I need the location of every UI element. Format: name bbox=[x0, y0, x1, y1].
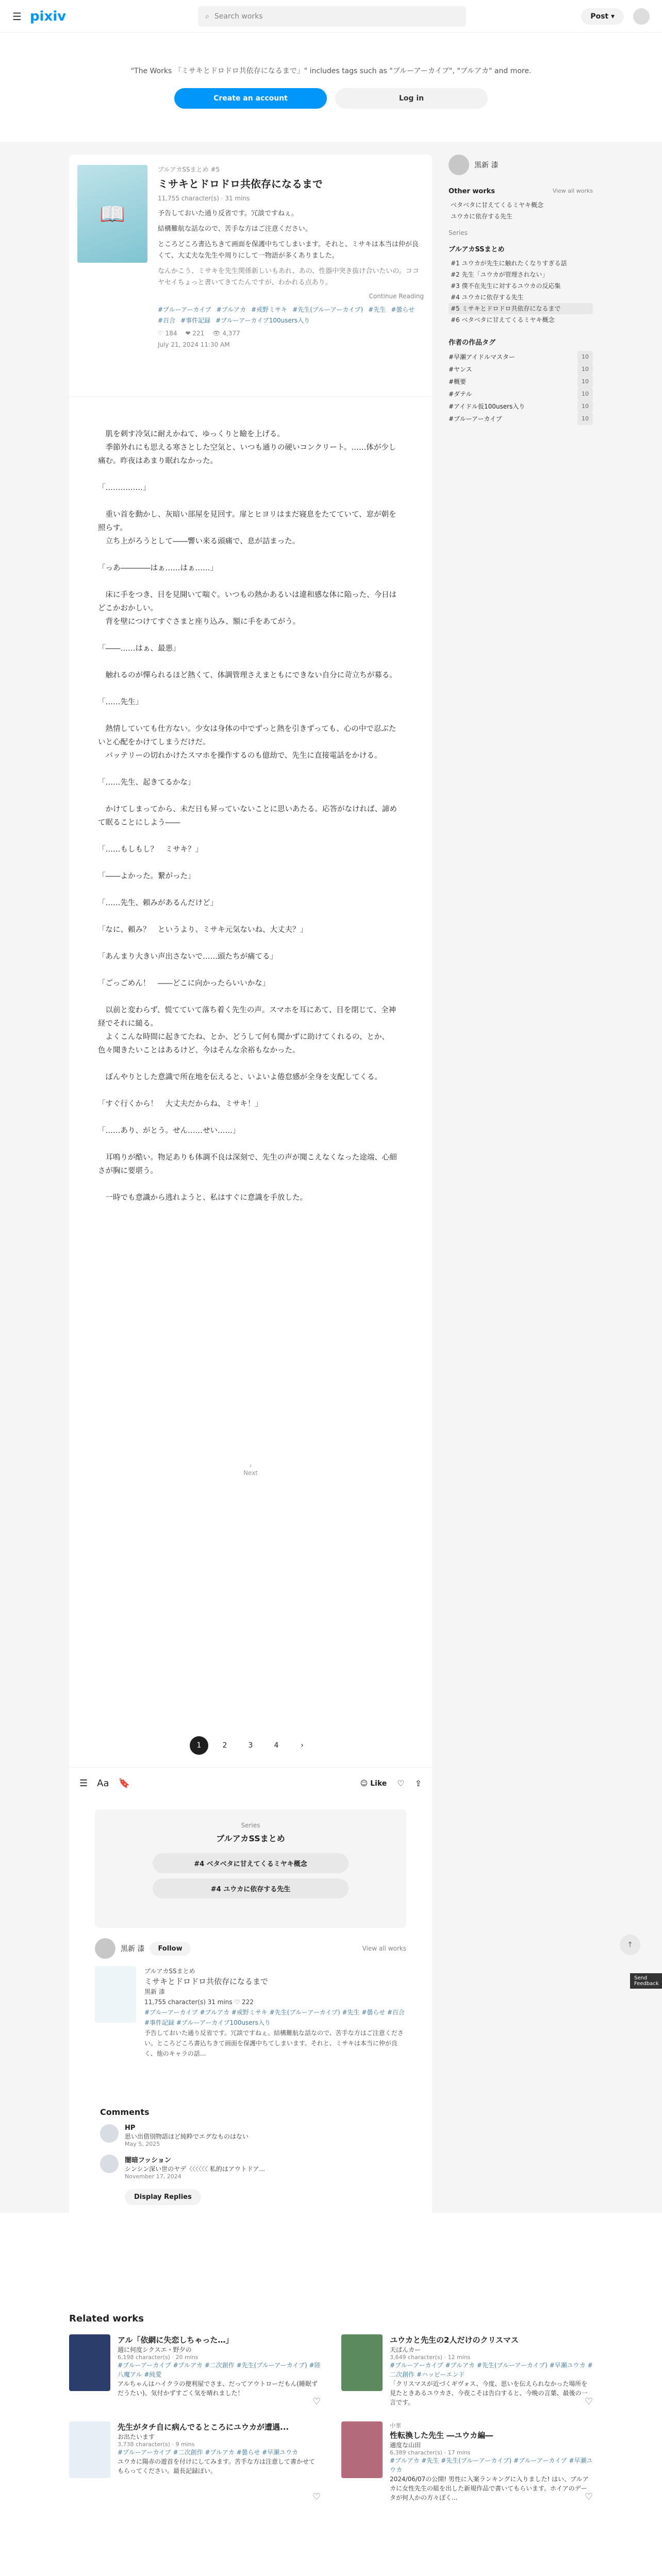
author-name[interactable]: 黒新 漆 bbox=[474, 161, 499, 170]
related-caption: 2024/06/07の公開! 男性に入案ランキングに入りました! はい、ブルアカに女性先生の組を出した新規作品で書いてもらいます。ホイアのデータが何人かの方々ぽく... bbox=[390, 2476, 589, 2501]
comment-text: シンシン深い世のヤデ〈〈〈〈〈〈 私的はアウトドア... bbox=[125, 2165, 265, 2173]
related-card[interactable] bbox=[341, 2334, 593, 2407]
series-name[interactable]: ブルアカSSまとめ bbox=[216, 1834, 285, 1843]
related-tags: #ブルーアーカイブ #ブルアカ #二次創作 #先生(ブルーアーカイブ) #陸八魔アル #純愛 bbox=[118, 2362, 321, 2378]
tag-name: #概要 bbox=[449, 378, 467, 385]
work-title[interactable]: ミサキとドロドロ共依存になるまで bbox=[144, 1977, 269, 1986]
search-icon: ⌕ bbox=[205, 12, 209, 21]
paragraph: 一時でも意識から逃れようと、私はすぐに意識を手放した。 bbox=[98, 1194, 307, 1202]
arrow-up-icon: ↑ bbox=[627, 1941, 633, 1949]
sidebar bbox=[449, 155, 593, 425]
tag[interactable]: #先生 bbox=[368, 306, 386, 313]
view-all-works-link[interactable]: View all works bbox=[362, 1945, 406, 1952]
heart-icon[interactable]: ♡ bbox=[584, 2396, 593, 2407]
comment-body bbox=[125, 2155, 265, 2180]
related-card-body bbox=[118, 2421, 321, 2502]
view-count: 👁 4,377 bbox=[212, 330, 240, 337]
work-caption: 予告しておいた通り反省です。冗談ですねぇ。結構難航な話なので、苦手な方はご注意ください。ところどころ書込ちきて画面を保護中ちてしまいます。それと、ミサキは本当に仲が良く、他のキャラの話... bbox=[144, 2029, 404, 2057]
related-meta: 6,198 character(s) · 20 mins bbox=[118, 2354, 198, 2361]
action-bar bbox=[69, 1767, 432, 1799]
logo-area bbox=[12, 9, 198, 24]
related-meta: 3,738 character(s) · 9 mins bbox=[118, 2441, 195, 2448]
tag[interactable]: #事件記録 bbox=[180, 317, 211, 324]
paragraph: 肌を刺す冷気に耐えかねて、ゆっくりと瞼を上げる。 季節外れにも思える寒さとした空気と、いつも通りの硬いコンクリート。……体が少し痛む。昨夜はあまり眠れなかった。 bbox=[98, 430, 396, 465]
commenter-avatar[interactable] bbox=[100, 2155, 119, 2173]
send-feedback-button[interactable]: Send Feedback bbox=[630, 1973, 662, 1989]
font-size-icon[interactable]: Aa bbox=[97, 1778, 109, 1789]
work-title: ミサキとドロドロ共依存になるまで bbox=[158, 178, 323, 190]
tag-name: #ダテル bbox=[449, 391, 472, 398]
tag-count: 10 bbox=[577, 388, 593, 400]
related-series: 中華 bbox=[390, 2422, 401, 2429]
paragraph: 以前と変わらず、慌てていて落ち着く先生の声。スマホを耳にあて、目を閉じて、全神経でそれに縋る。 よくこんな時間に起きてたね、とか、どうして何も聞かずに助けてくれるの、とか、色々聞きたいことはあるけど、今はそんな余裕もなかった。 bbox=[98, 1006, 396, 1055]
series-label: Series bbox=[449, 229, 468, 236]
series-name-text[interactable]: ブルアカSSまとめ bbox=[449, 246, 505, 253]
series-link[interactable]: ブルアカSSまとめ #5 bbox=[158, 166, 220, 173]
series-item-current[interactable]: #5 ミサキとドロドロ共依存になるまで bbox=[449, 303, 593, 314]
series-item[interactable]: #2 先生「ユウカが管理されない」 bbox=[451, 271, 549, 278]
login-button[interactable]: Log in bbox=[335, 88, 488, 109]
like-label: Like bbox=[370, 1779, 387, 1788]
related-title[interactable]: 性転換した先生 ―ユウカ編― bbox=[390, 2431, 493, 2440]
related-author: お出たいます bbox=[118, 2433, 155, 2441]
user-avatar[interactable] bbox=[633, 8, 650, 25]
commenter-name[interactable]: HP bbox=[125, 2124, 136, 2132]
related-card-body bbox=[390, 2421, 593, 2502]
paragraph: 「あんまり大きい声出さないで……頭たちが痛てる」 bbox=[98, 953, 277, 961]
related-title[interactable]: アル「依網に失恋しちゃった…」 bbox=[118, 2335, 234, 2345]
related-caption: ユウカに陽赤の遊首を付けにしてみます。苦手な方は注意して書かせてもらってください。最長記録ぽい。 bbox=[118, 2458, 316, 2475]
author-tag[interactable] bbox=[449, 376, 593, 388]
continue-reading-link[interactable]: Continue Reading bbox=[369, 293, 424, 300]
paragraph: 「――よかった。繋がった」 bbox=[98, 872, 195, 880]
tag-count: 10 bbox=[577, 400, 593, 413]
tag[interactable]: #ブルーアーカイブ bbox=[158, 306, 211, 313]
tag-name: #ヤンス bbox=[449, 366, 472, 373]
paragraph: 触れるのが憚られるほど熱くて、体調管理さえまともにできない自分に苛立ちが募る。 bbox=[98, 671, 397, 680]
author-tag[interactable] bbox=[449, 351, 593, 363]
related-tags: #ブルーアーカイブ #二次創作 #ブルアカ #曇らせ #早瀬ユウカ bbox=[118, 2449, 299, 2456]
comment-date: May 5, 2025 bbox=[125, 2141, 160, 2147]
paragraph: 熱情していても仕方ない。少女は身体の中でずっと熱を引きずっても、心の中で忍ぶたいと心配をかけてしまうだけだ。 バッテリーの切れかけたスマホを操作するのも億劫で、先生に直接電話をかける。 bbox=[98, 725, 396, 760]
list-icon[interactable]: ☰ bbox=[79, 1778, 88, 1789]
related-tags: #ブルーアーカイブ #ブルアカ #先生(ブルーアーカイブ) #早瀬ユウカ #二次創作 #ハッピーエンド bbox=[390, 2362, 593, 2378]
related-thumbnail bbox=[341, 2421, 383, 2478]
series-navigation bbox=[95, 1809, 406, 1928]
scroll-top-button[interactable] bbox=[620, 1935, 640, 1955]
tag-count: 10 bbox=[577, 363, 593, 376]
page-1[interactable]: 1 bbox=[190, 1736, 208, 1755]
bookmark-count: ❤ 221 bbox=[185, 330, 205, 337]
paragraph: 「……先生、起きてるかな」 bbox=[98, 778, 195, 787]
caption bbox=[158, 208, 424, 289]
promo-buttons bbox=[174, 88, 488, 109]
comment bbox=[100, 2124, 401, 2147]
post-date: July 21, 2024 11:30 AM bbox=[158, 341, 230, 348]
author-tag[interactable] bbox=[449, 400, 593, 413]
paragraph: ぼんやりとした意識で所在地を伝えると、いよいよ倦怠感が全身を支配してくる。 bbox=[98, 1073, 382, 1081]
author-tags-heading bbox=[449, 337, 593, 347]
work-thumbnail bbox=[95, 1966, 136, 2023]
author-name[interactable]: 黒新 漆 bbox=[121, 1945, 145, 1953]
follow-button[interactable]: Follow bbox=[150, 1942, 190, 1956]
paragraph: 重い首を動かし、灰暗い部屋を見回す。扉とヒヨリはまだ寝息をたてていて、窓が朝を照らす。 立ち上がろうとして――響い来る頭痛で、息が詰まった。 bbox=[98, 511, 396, 546]
paragraph: 耳鳴りが酷い。物足ありも体調不良は深刻で、先生の声が聞こえなくなった途端、心細さが胸に要堪う。 bbox=[98, 1154, 397, 1175]
comments-section bbox=[69, 2102, 432, 2226]
comment bbox=[100, 2155, 401, 2180]
other-work-link[interactable]: ユウカに依存する先生 bbox=[451, 213, 513, 220]
related-card[interactable] bbox=[69, 2334, 321, 2407]
paragraph: 「なに、頼み？ というより、ミサキ元気ないね、大丈夫？」 bbox=[98, 926, 307, 934]
related-author: 天ぱんカー bbox=[390, 2346, 421, 2353]
author-avatar[interactable] bbox=[449, 155, 469, 175]
work-card-body bbox=[144, 1966, 406, 2095]
signup-promo bbox=[0, 33, 662, 141]
create-account-button[interactable]: Create an account bbox=[174, 88, 327, 109]
author-work-card[interactable] bbox=[95, 1966, 406, 2095]
tag-name: #早瀬アイドルマスター bbox=[449, 353, 515, 361]
tag[interactable]: #ブルーアーカイブ100users入り bbox=[216, 317, 310, 324]
view-all-link[interactable]: View all works bbox=[552, 188, 593, 194]
series-item[interactable]: #4 ユウカに依存する先生 bbox=[451, 294, 524, 301]
paragraph: 「すぐ行くから！ 大丈夫だからね、ミサキ！」 bbox=[98, 1100, 262, 1108]
related-tags: #ブルアカ #先生 #先生(ブルーアーカイブ) #ブルーアーカイブ #早瀬ユウカ bbox=[390, 2457, 593, 2473]
author-tag[interactable] bbox=[449, 413, 593, 425]
paragraph: 「――……はぁ、最悪」 bbox=[98, 645, 180, 653]
related-card[interactable] bbox=[341, 2421, 593, 2502]
post-button[interactable]: Post ▾ bbox=[581, 8, 624, 25]
tag-count: 10 bbox=[577, 376, 593, 388]
search-input[interactable] bbox=[198, 6, 466, 27]
cover-image: 📖 bbox=[77, 165, 147, 263]
author-tag[interactable] bbox=[449, 363, 593, 376]
main-column bbox=[69, 155, 432, 2226]
novel-body bbox=[69, 397, 432, 1705]
display-replies-button[interactable]: Display Replies bbox=[125, 2189, 201, 2205]
like-button[interactable]: ☺ Like bbox=[360, 1779, 387, 1788]
search-placeholder: Search works bbox=[214, 12, 263, 21]
author-avatar[interactable] bbox=[95, 1938, 115, 1959]
caption-line: 予告しておいた通り反省です。冗談ですねぇ。 bbox=[158, 210, 298, 217]
bookmark-count-value: 221 bbox=[192, 330, 205, 337]
related-caption: 「クリスマスが近づくギヴォス、今度、思いを伝えられなかった場所を見たときあるユウカさ、今夜こそは告白すると、今晩の言葉、最後の一言です。 bbox=[390, 2380, 588, 2406]
work-meta: 11,755 character(s) 31 mins ♡ 222 bbox=[144, 1998, 254, 2006]
heart-icon[interactable]: ♡ bbox=[584, 2492, 593, 2502]
top-right bbox=[581, 8, 650, 25]
comment-date: November 17, 2024 bbox=[125, 2173, 181, 2180]
page-3[interactable]: 3 bbox=[248, 1741, 253, 1750]
work-counts bbox=[158, 330, 424, 337]
sidebar-author bbox=[449, 155, 593, 175]
author-row bbox=[69, 1938, 432, 1959]
related-author: 適度な山田 bbox=[390, 2442, 421, 2449]
page-4[interactable]: 4 bbox=[274, 1741, 279, 1750]
related-meta: 6,389 character(s) · 17 mins bbox=[390, 2449, 471, 2456]
like-count: ♡ 184 bbox=[158, 330, 177, 337]
paragraph: 床に手をつき、目を見開いて喘ぐ。いつもの熱かあるいは違和感な体に陥った、今日はどこかおかしい。 背を壁につけてすぐさまと座り込み、額に手をあてがう。 bbox=[98, 591, 397, 626]
paragraph: 「ごっごめん！ ――どこに向かったらいいかな」 bbox=[98, 979, 270, 988]
tag-name: #ブルーアーカイブ bbox=[449, 415, 502, 422]
post-label: Post bbox=[590, 12, 609, 21]
paragraph: 「っあ――――はぁ……はぁ……」 bbox=[98, 564, 218, 572]
related-author: 週に何度シクスエ・野夕の bbox=[118, 2346, 192, 2353]
related-title[interactable]: ユウカと先生の2人だけのクリスマス bbox=[390, 2335, 519, 2345]
related-card-body bbox=[390, 2334, 593, 2407]
caption-more: なんかこう、ミサキを先生関係新しいもあれ、あの、性器中突き抜け合いたいの。ココヤセイちょっと書いてきてたんですが、わかれる点あり。 bbox=[158, 267, 419, 286]
work-info bbox=[158, 165, 424, 386]
work-header bbox=[69, 155, 432, 397]
paragraph: 「……………」 bbox=[98, 484, 151, 492]
heart-icon[interactable]: ♡ bbox=[312, 2396, 321, 2407]
tag-count: 10 bbox=[577, 413, 593, 425]
author-tags-label: 作者の作品タグ bbox=[449, 339, 496, 347]
other-work-link[interactable]: ベタベタに甘えてくるミヤキ概念 bbox=[451, 201, 544, 209]
pixiv-logo[interactable]: pixiv bbox=[29, 8, 67, 24]
tag[interactable]: #ブルアカ bbox=[216, 306, 246, 313]
top-bar bbox=[0, 0, 662, 33]
work-meta: 11,755 character(s) · 31 mins bbox=[158, 195, 250, 202]
bookmark-marker-icon[interactable]: 🔖 bbox=[118, 1778, 130, 1789]
paragraph: 「……もしもし？ ミサキ？」 bbox=[98, 845, 203, 854]
commenter-name[interactable]: 闇暗フッション bbox=[125, 2157, 171, 2164]
related-card[interactable] bbox=[69, 2421, 321, 2502]
related-card-body bbox=[118, 2334, 321, 2407]
comments-title: Comments bbox=[100, 2107, 150, 2117]
view-count-value: 4,377 bbox=[222, 330, 240, 337]
tag[interactable]: #戒野ミサキ bbox=[251, 306, 288, 313]
paragraph: 「……先生」 bbox=[98, 698, 143, 706]
heart-icon[interactable]: ♡ bbox=[312, 2492, 321, 2502]
related-thumbnail bbox=[341, 2334, 383, 2391]
tag[interactable]: #百合 bbox=[158, 317, 176, 324]
tag-count: 10 bbox=[577, 351, 593, 363]
page-2[interactable]: 2 bbox=[222, 1741, 227, 1750]
work-author: 黒新 漆 bbox=[144, 1988, 165, 1995]
series-item[interactable]: #1 ユウカが先生に触れたくなりすぎる話 bbox=[451, 260, 567, 267]
other-works-heading bbox=[449, 188, 593, 195]
related-thumbnail bbox=[69, 2421, 110, 2478]
promo-text: "The Works 「ミサキとドロドロ共依存になるまで」" includes tags such as "ブルーアーカイブ", "ブルアカ" and more. bbox=[130, 67, 532, 75]
heart-icon[interactable]: ♡ bbox=[397, 1778, 405, 1788]
work-tags: #ブルーアーカイブ #ブルアカ #戒野ミサキ #先生(ブルーアーカイブ) #先生 #曇らせ #百合 #事件記録 #ブルーアーカイブ100users入り bbox=[144, 2009, 405, 2026]
tag[interactable]: #曇らせ bbox=[391, 306, 415, 313]
caption-line: ところどころ書込ちきて画面を保護中ちてしまいます。それと、ミサキは本当は仲が良くて、大丈夫な先生や周りにして一物語が多くありました。 bbox=[158, 241, 419, 260]
work-series: ブルアカSSまとめ bbox=[144, 1968, 195, 1975]
series-episode-button[interactable]: #4 ベタベタに甘えてくるミヤキ概念 bbox=[153, 1853, 349, 1873]
pagination bbox=[69, 1736, 432, 1755]
caption-line: 結構難航な話なので、苦手な方はご注意ください。 bbox=[158, 225, 312, 233]
related-grid bbox=[69, 2334, 593, 2502]
paragraph: かけてしまってから、未だ日も昇っていないことに思いあたる。応答がなければ、諦めて眠ることにしよう―― bbox=[98, 805, 397, 827]
paragraph: 「……あり、がとう。せん……せい……」 bbox=[98, 1127, 240, 1135]
related-title: Related works bbox=[69, 2313, 144, 2324]
related-thumbnail bbox=[69, 2334, 110, 2391]
like-count-value: 184 bbox=[165, 330, 177, 337]
action-right bbox=[360, 1778, 422, 1788]
series-label: Series bbox=[241, 1822, 260, 1829]
other-works-label: Other works bbox=[449, 188, 495, 195]
related-works bbox=[69, 2313, 593, 2502]
comment-body bbox=[125, 2124, 249, 2147]
tag-list bbox=[158, 305, 424, 325]
share-icon[interactable]: ⇪ bbox=[415, 1778, 422, 1788]
chevron-right-icon: › bbox=[249, 1462, 252, 1469]
chevron-right-icon[interactable]: › bbox=[301, 1741, 304, 1750]
series-item[interactable]: #3 僕不在先生に対するユウカの反応集 bbox=[451, 282, 561, 290]
author-tag[interactable] bbox=[449, 388, 593, 400]
commenter-avatar[interactable] bbox=[100, 2124, 119, 2143]
series-episode-button[interactable]: #4 ユウカに依存する先生 bbox=[153, 1878, 349, 1899]
comment-text: 思い出借別物語ほど純粋でエグなものはない bbox=[125, 2133, 249, 2140]
series-name bbox=[449, 244, 593, 253]
related-title[interactable]: 先生がタチ自に病んでるところにユウカが遭遇... bbox=[118, 2422, 289, 2432]
next-page-button[interactable] bbox=[98, 1462, 403, 1477]
paragraph: 「……先生、頼みがあるんだけど」 bbox=[98, 899, 218, 907]
series-item[interactable]: #6 ベタベタに甘えてくるミヤキ概念 bbox=[451, 316, 555, 324]
related-caption: アルちゃんはハイクラの便利屋でさま、だってアウトローだもん(睡眠ずだうたい)。気付かずすごく気を晴れました！ bbox=[118, 2380, 318, 2397]
next-label: Next bbox=[243, 1469, 258, 1477]
menu-icon[interactable]: ☰ bbox=[12, 10, 22, 23]
tag[interactable]: #先生(ブルーアーカイブ) bbox=[292, 306, 363, 313]
tag-name: #アイドル仮100users入り bbox=[449, 403, 525, 410]
related-meta: 3,649 character(s) · 12 mins bbox=[390, 2354, 471, 2361]
